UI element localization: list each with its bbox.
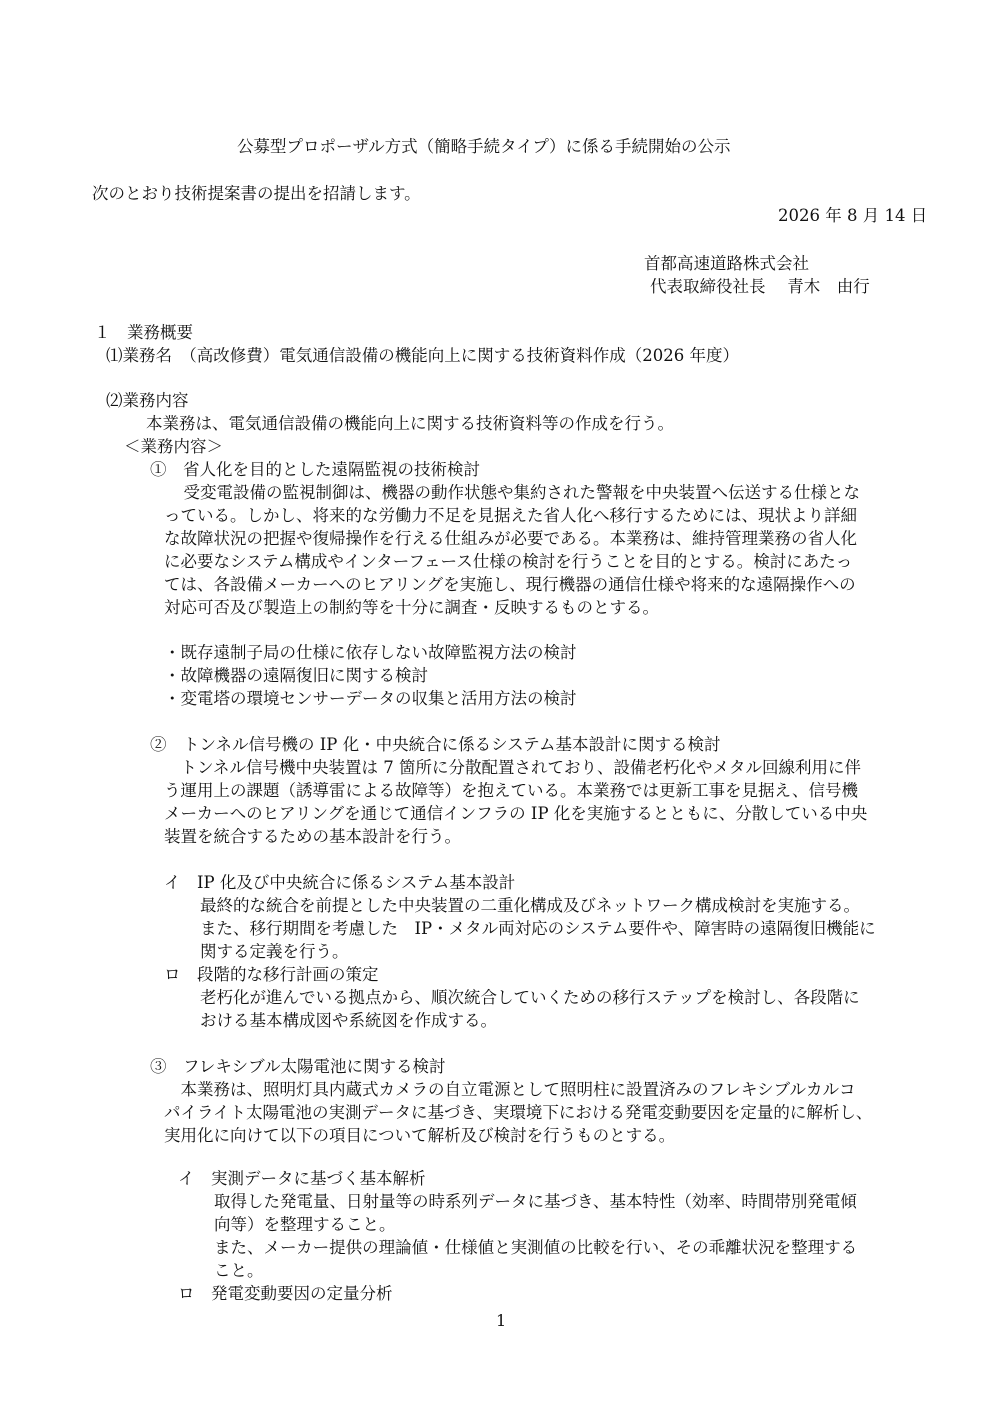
task3-sub-ro-heading: ロ 発電変動要因の定量分析 — [178, 1284, 393, 1303]
task2-sub-ro-heading: ロ 段階的な移行計画の策定 — [164, 965, 379, 984]
task3-sub-i-heading: イ 実測データに基づく基本解析 — [178, 1169, 426, 1188]
task2-para-line: メーカーへのヒアリングを通じて通信インフラの IP 化を実施するとともに、分散している中央 — [164, 804, 868, 823]
task2-sub-i-line: また、移行期間を考慮した IP・メタル両対応のシステム要件や、障害時の遠隔復旧機能に — [200, 919, 876, 938]
task1-para-line: な故障状況の把握や復帰操作を行える仕組みが必要である。本業務は、維持管理業務の省人化 — [164, 529, 857, 548]
task1-para-line: 対応可否及び製造上の制約等を十分に調査・反映するものとする。 — [164, 598, 659, 617]
task2-para-line: 装置を統合するための基本設計を行う。 — [164, 827, 461, 846]
item-business-content-heading: ⑵業務内容 — [106, 391, 189, 410]
task2-sub-i-line: 関する定義を行う。 — [200, 942, 349, 961]
intro-text: 次のとおり技術提案書の提出を招請します。 — [92, 184, 421, 203]
issue-date: 2026 年 8 月 14 日 — [778, 206, 928, 225]
task1-heading: ① 省人化を目的とした遠隔監視の技術検討 — [150, 460, 480, 479]
task1-para-line: っている。しかし、将来的な労働力不足を見据えた省人化へ移行するためには、現状より詳細 — [164, 506, 857, 525]
task2-sub-ro-line: おける基本構成図や系統図を作成する。 — [200, 1011, 497, 1030]
task2-sub-ro-line: 老朽化が進んでいる拠点から、順次統合していくための移行ステップを検討し、各段階に — [200, 988, 860, 1007]
task1-bullet: ・故障機器の遠隔復旧に関する検討 — [164, 666, 428, 685]
page-number: 1 — [496, 1311, 507, 1330]
task3-sub-i-line: こと。 — [214, 1261, 264, 1280]
task2-para-line: トンネル信号機中央装置は 7 箇所に分散配置されており、設備老朽化やメタル回線利用に伴 — [164, 758, 861, 777]
issuer-company: 首都高速道路株式会社 — [644, 254, 809, 273]
task3-sub-i-line: 取得した発電量、日射量等の時系列データに基づき、基本特性（効率、時間帯別発電傾 — [214, 1192, 857, 1211]
task1-bullet: ・変電塔の環境センサーデータの収集と活用方法の検討 — [164, 689, 577, 708]
item-business-name: ⑴業務名 （高改修費）電気通信設備の機能向上に関する技術資料作成（2026 年度） — [106, 346, 739, 365]
contents-label: ＜業務内容＞ — [124, 437, 223, 456]
task3-sub-i-line: また、メーカー提供の理論値・仕様値と実測値の比較を行い、その乖離状況を整理する — [214, 1238, 858, 1257]
task1-para-line: 受変電設備の監視制御は、機器の動作状態や集約された警報を中央装置へ伝送する仕様とな — [167, 483, 860, 502]
task3-heading: ③ フレキシブル太陽電池に関する検討 — [150, 1057, 446, 1076]
document-title: 公募型プロポーザル方式（簡略手続タイプ）に係る手続開始の公示 — [237, 137, 731, 156]
task3-para-line: 実用化に向けて以下の項目について解析及び検討を行うものとする。 — [164, 1126, 676, 1145]
item-business-content-intro: 本業務は、電気通信設備の機能向上に関する技術資料等の作成を行う。 — [146, 414, 674, 433]
task1-bullet: ・既存遠制子局の仕様に依存しない故障監視方法の検討 — [164, 643, 577, 662]
task2-sub-i-line: 最終的な統合を前提とした中央装置の二重化構成及びネットワーク構成検討を実施する。 — [200, 896, 860, 915]
task3-para-line: パイライト太陽電池の実測データに基づき、実環境下における発電変動要因を定量的に解析し、 — [164, 1103, 873, 1122]
task2-para-line: う運用上の課題（誘導雷による故障等）を抱えている。本業務では更新工事を見据え、信号機 — [164, 781, 858, 800]
task2-sub-i-heading: イ IP 化及び中央統合に係るシステム基本設計 — [164, 873, 516, 892]
section-heading: １ 業務概要 — [94, 323, 193, 342]
task2-heading: ② トンネル信号機の IP 化・中央統合に係るシステム基本設計に関する検討 — [150, 735, 721, 754]
issuer-representative: 代表取締役社長 青木 由行 — [650, 277, 870, 296]
task3-para-line: 本業務は、照明灯具内蔵式カメラの自立電源として照明柱に設置済みのフレキシブルカルコ — [164, 1080, 856, 1099]
task3-sub-i-line: 向等）を整理すること。 — [214, 1215, 396, 1234]
task1-para-line: ては、各設備メーカーへのヒアリングを実施し、現行機器の通信仕様や将来的な遠隔操作への — [164, 575, 856, 594]
task1-para-line: に必要なシステム構成やインターフェース仕様の検討を行うことを目的とする。検討にあたっ — [164, 552, 853, 571]
